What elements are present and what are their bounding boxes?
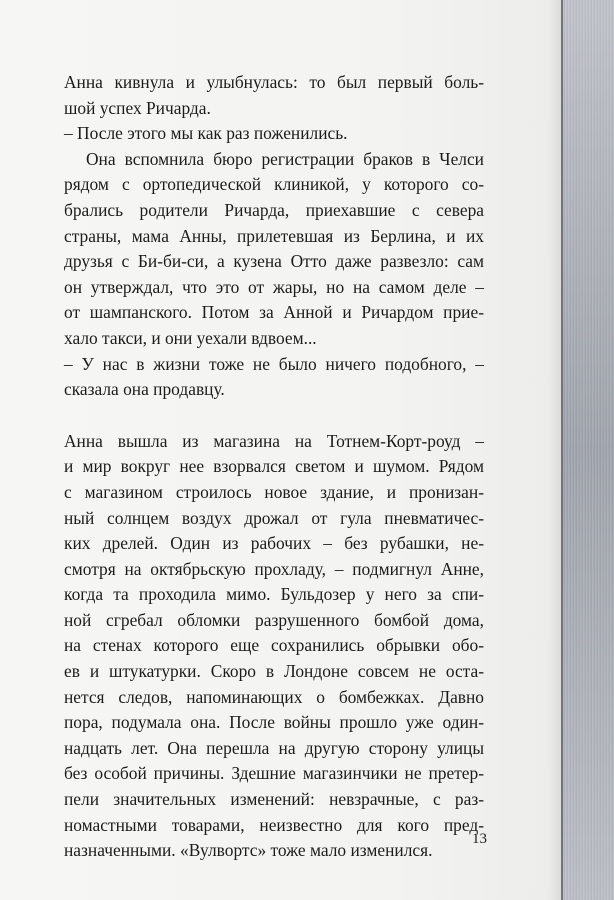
text-line: Анна кивнула и улыбнулась: то был первый боль- bbox=[64, 72, 484, 92]
text-line: ный солнцем воздух дрожал от гула пневматичес- bbox=[64, 507, 484, 528]
text-line: ной сгребал обломки разрушенного бомбой дома, bbox=[64, 609, 484, 630]
text-line: сказала она продавцу. bbox=[64, 379, 225, 400]
text-line: когда та проходила мимо. Бульдозер у него за спи- bbox=[64, 584, 484, 605]
text-line: пели значительных изменений: невзрачные, с раз- bbox=[64, 789, 484, 810]
text-line: Анна вышла из магазина на Тотнем-Корт-роуд – bbox=[64, 430, 484, 451]
text-line: – У нас в жизни тоже не было ничего подобного, – bbox=[64, 353, 484, 374]
text-line: без особой причины. Здешние магазинчики не претер- bbox=[64, 763, 484, 784]
text-line: надцать лет. Она перешла на другую сторону улицы bbox=[64, 737, 484, 758]
text-line: нется следов, напоминающих о бомбежках. Давно bbox=[64, 686, 484, 707]
page-edges-shading bbox=[562, 0, 614, 900]
paragraph bbox=[64, 121, 484, 147]
text-line: с магазином строилось новое здание, и пронизан- bbox=[64, 481, 484, 502]
page-number: 13 bbox=[472, 831, 487, 847]
page-edge-line bbox=[561, 0, 563, 900]
text-line: ев и штукатурки. Скоро в Лондоне совсем не оста- bbox=[64, 661, 484, 682]
text-line: и мир вокруг нее взорвался светом и шумом. Рядом bbox=[64, 456, 484, 477]
text-line: ких дрелей. Один из рабочих – без рубашки, не- bbox=[64, 533, 484, 554]
paragraph bbox=[64, 429, 484, 864]
page-gutter-shadow bbox=[548, 0, 562, 900]
text-line: страны, мама Анны, прилетевшая из Берлина, и их bbox=[64, 225, 484, 246]
text-line: пора, подумала она. После войны прошло уже один- bbox=[64, 712, 484, 733]
text-line: смотря на октябрьскую прохладу, – подмигнул Анне, bbox=[64, 558, 484, 579]
text-line: на стенах которого еще сохранились обрывки обо- bbox=[64, 635, 484, 656]
paragraph bbox=[64, 70, 484, 121]
paragraph bbox=[64, 147, 484, 352]
text-line: от шампанского. Потом за Анной и Ричардом прие- bbox=[64, 302, 484, 323]
text-line: Она вспомнила бюро регистрации браков в Челси bbox=[86, 148, 484, 169]
text-line: он утверждал, что это от жары, но на самом деле – bbox=[64, 276, 484, 297]
paragraph-gap bbox=[64, 403, 484, 429]
body-text bbox=[64, 70, 484, 864]
text-line: брались родители Ричарда, приехавшие с севера bbox=[64, 199, 484, 220]
text-line: рядом с ортопедической клиникой, у которого со- bbox=[64, 174, 484, 195]
text-line: шой успех Ричарда. bbox=[64, 97, 211, 118]
text-line: назначенными. «Вулвортс» тоже мало изменился. bbox=[64, 840, 433, 861]
text-line: хало такси, и они уехали вдвоем... bbox=[64, 327, 317, 348]
text-line: друзья с Би-би-си, а кузена Отто даже развезло: сам bbox=[64, 251, 484, 272]
text-line: – После этого мы как раз поженились. bbox=[64, 123, 348, 144]
paragraph bbox=[64, 352, 484, 403]
text-line: номастными товарами, неизвестно для кого пред- bbox=[64, 814, 484, 835]
